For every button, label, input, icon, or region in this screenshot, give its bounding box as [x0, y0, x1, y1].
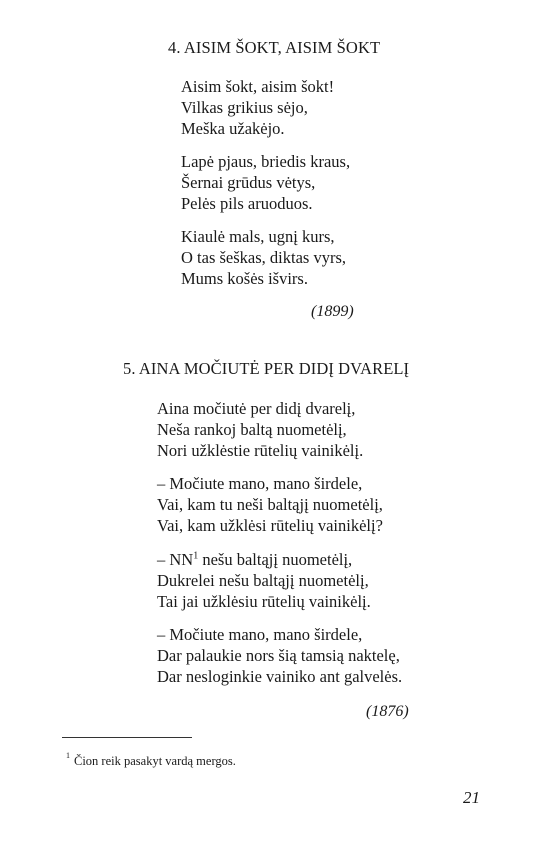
verse-line: Aina močiutė per didį dvarelį, — [157, 399, 356, 418]
footnote-divider — [62, 737, 192, 738]
verse-text: nešu baltąjį nuometėlį, — [198, 550, 353, 569]
verse-line: O tas šeškas, diktas vyrs, — [181, 248, 346, 267]
verse-line: Vai, kam tu neši baltąjį nuometėlį, — [157, 495, 383, 514]
poem-4-year: (1899) — [311, 303, 354, 320]
verse-line: Aisim šokt, aisim šokt! — [181, 77, 335, 96]
poem-4-title: 4. AISIM ŠOKT, AISIM ŠOKT — [168, 38, 381, 57]
verse-line: Pelės pils aruoduos. — [181, 194, 313, 213]
verse-line: Nori užklėstie rūtelių vainikėlį. — [157, 441, 364, 460]
verse-line: Dar nesloginkie vainiko ant galvelės. — [157, 667, 403, 686]
footnote-text: Čion reik pasakyt vardą mergos. — [74, 754, 236, 769]
verse-line: Vilkas grikius sėjo, — [181, 98, 308, 117]
verse-line: – Močiute mano, mano širdele, — [157, 474, 363, 493]
verse-line: Meška užakėjo. — [181, 119, 285, 138]
footnote-reference: 1 — [193, 550, 199, 562]
page-number: 21 — [463, 788, 480, 807]
verse-line: Dukrelei nešu baltąjį nuometėlį, — [157, 571, 369, 590]
verse-line: – Močiute mano, mano širdele, — [157, 625, 363, 644]
verse-line: Kiaulė mals, ugnį kurs, — [181, 227, 335, 246]
poem-5-stanza-2 — [157, 473, 383, 536]
footnote-marker: 1 — [66, 751, 70, 760]
verse-line: Mums košės išvirs. — [181, 269, 308, 288]
verse-line: Šernai grūdus vėtys, — [181, 173, 316, 192]
verse-line: Vai, kam užklėsi rūtelių vainikėlį? — [157, 516, 383, 535]
verse-line: Neša rankoj baltą nuometėlį, — [157, 420, 347, 439]
poem-5-year: (1876) — [366, 703, 409, 720]
poem-4-stanza-1 — [181, 76, 334, 139]
poem-4-stanza-2 — [181, 151, 350, 214]
verse-line — [157, 549, 371, 570]
poem-5-stanza-1 — [157, 398, 363, 461]
verse-line: Lapė pjaus, briedis kraus, — [181, 152, 351, 171]
poem-5-stanza-4 — [157, 624, 402, 687]
poem-5-stanza-3 — [157, 549, 371, 612]
footnote — [66, 753, 236, 769]
verse-line: Dar palaukie nors šią tamsią naktelę, — [157, 646, 400, 665]
verse-line: Tai jai užklėsiu rūtelių vainikėlį. — [157, 592, 371, 611]
poem-4-stanza-3 — [181, 226, 346, 289]
poem-5-title: 5. AINA MOČIUTĖ PER DIDĮ DVARELĮ — [123, 359, 410, 378]
verse-text: – NN — [157, 550, 194, 569]
